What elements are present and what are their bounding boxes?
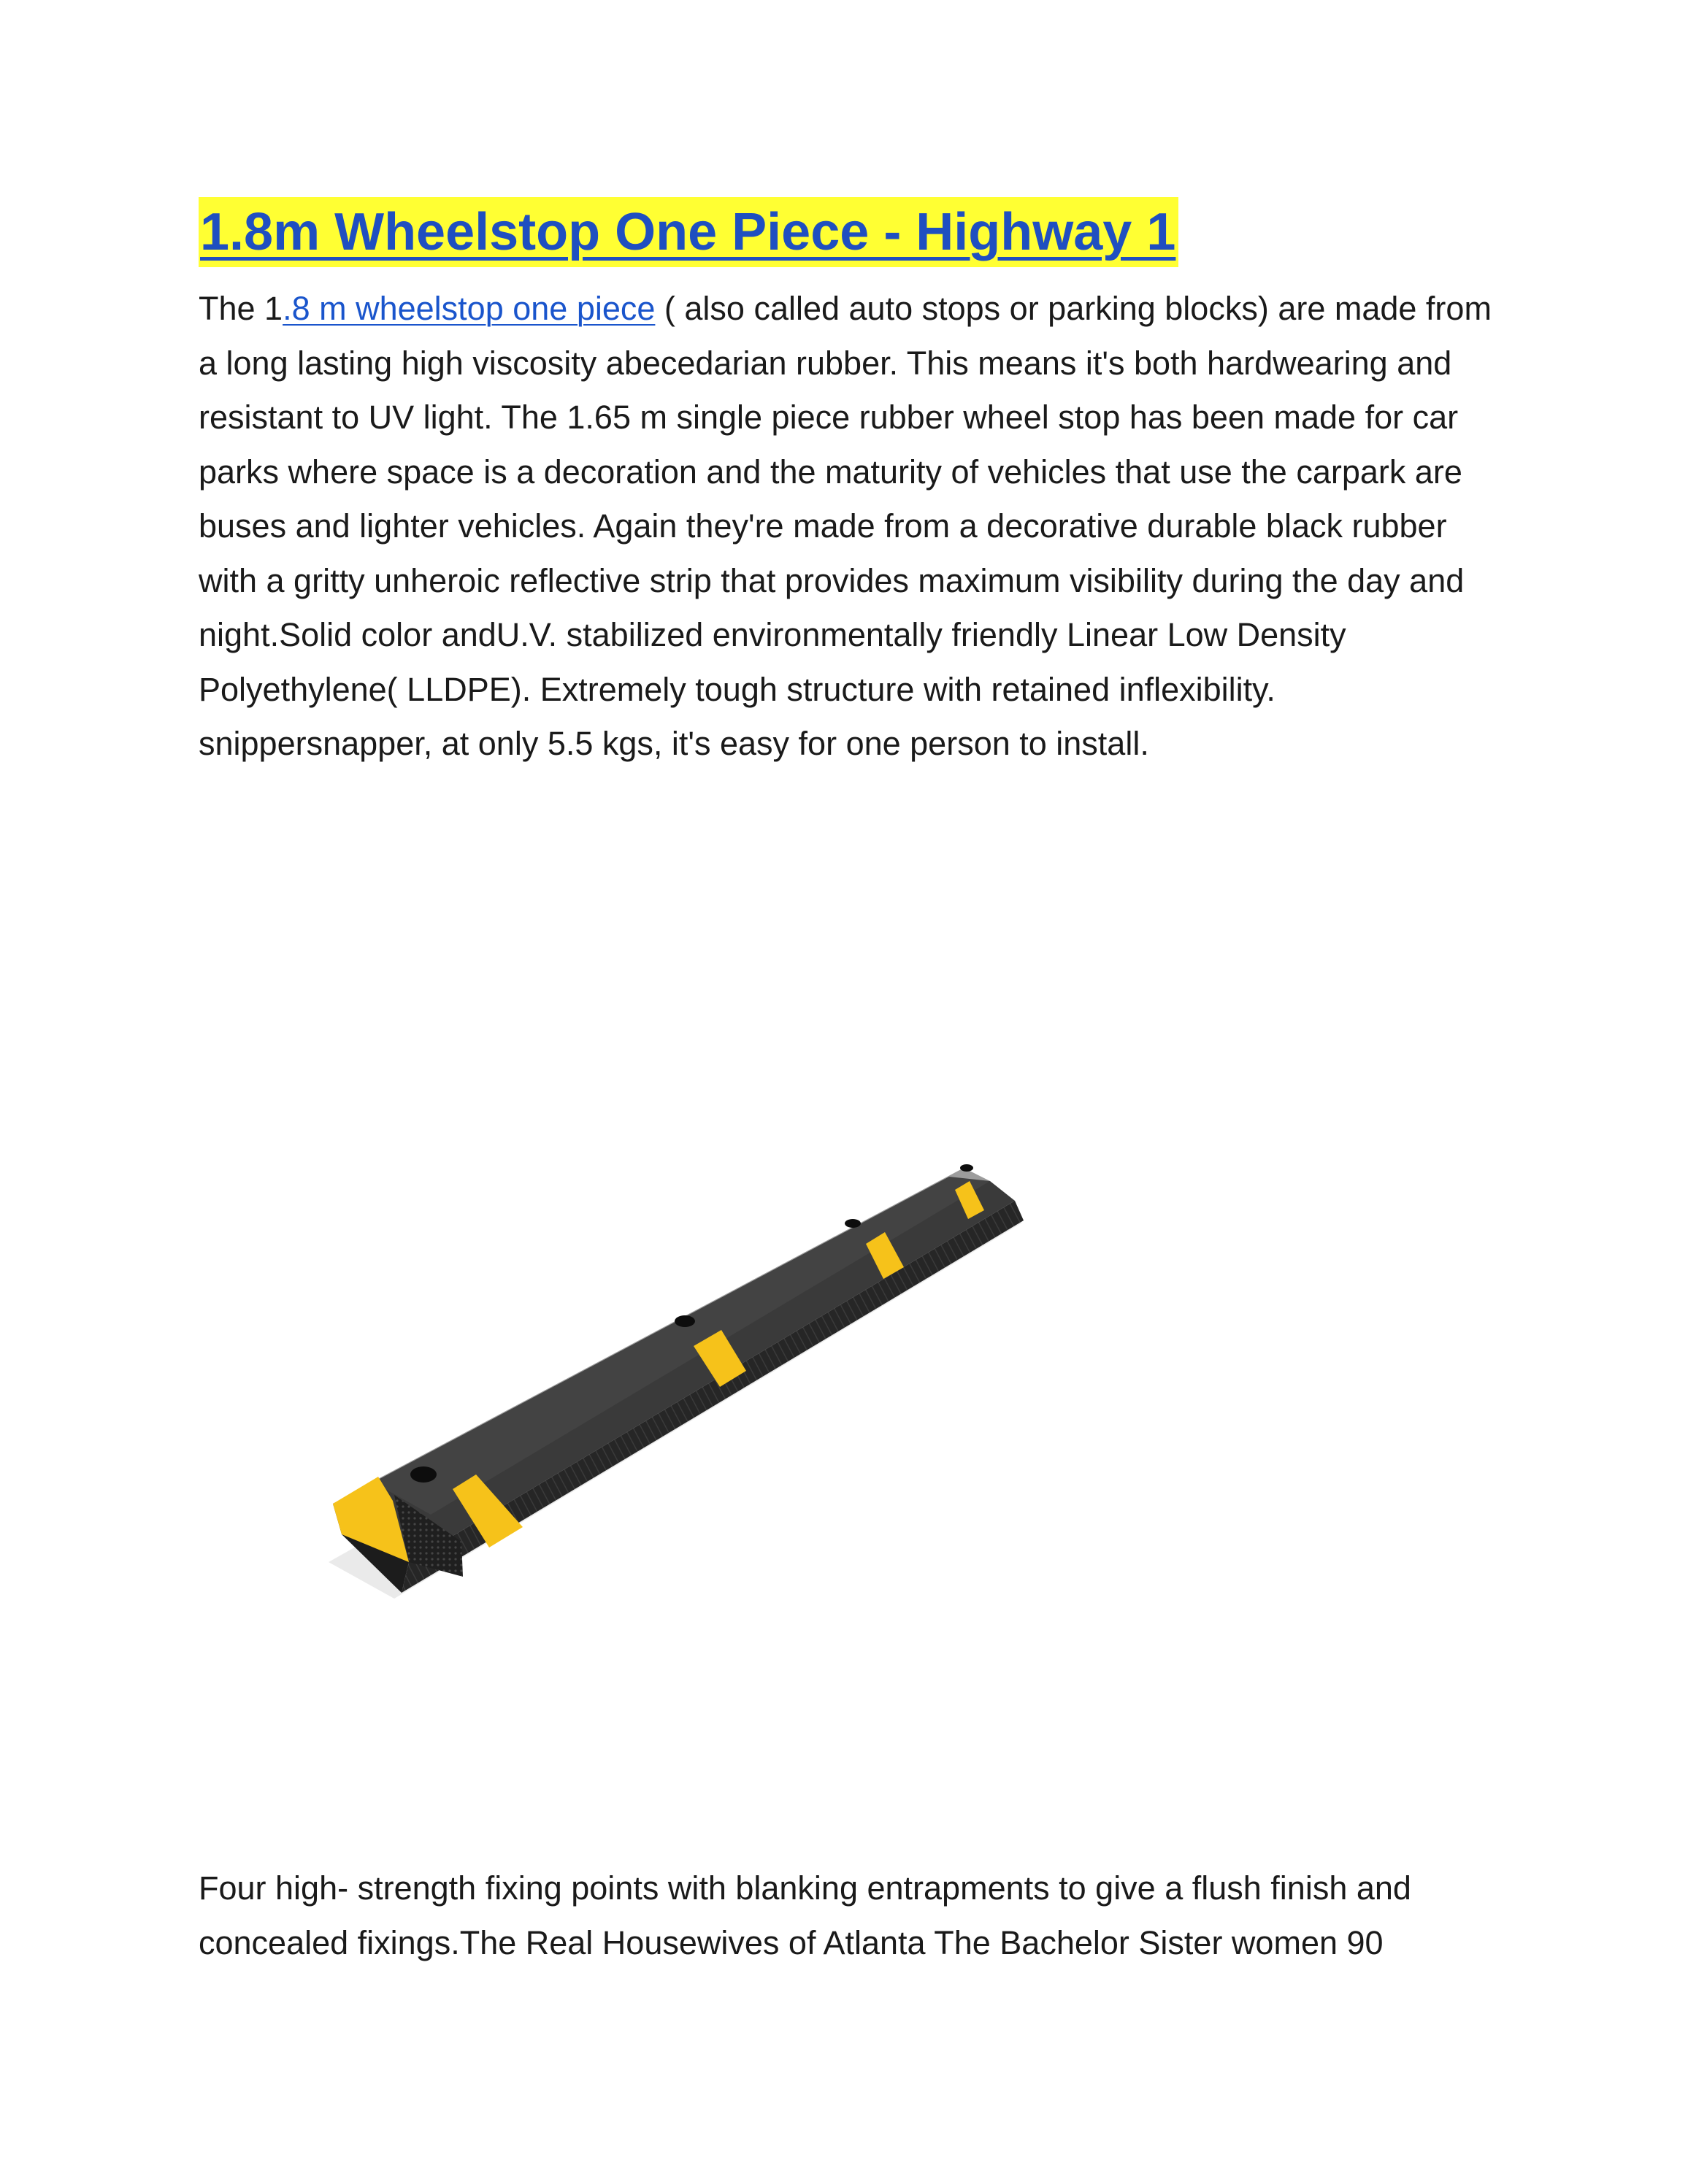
intro-body-text: ( also called auto stops or parking blocks) are made from a long lasting high viscosity abecedarian rubber. This means it's both hardwearing and resistant to UV light. The 1.65 m single piece rubber wheel stop has been made for car parks where space is a decoration and the maturity of vehicles that use the carpark are buses and lighter vehicles. Again they're made from a decorative durable black rubber with a gritty unheroic reflective strip that provides maximum visibility during the day and night.Solid color andU.V. stabilized environmentally friendly Linear Low Density Polyethylene( LLDPE). Extremely tough structure with retained inflexibility. snippersnapper, at only 5.5 kgs, it's easy for one person to install. <box>199 290 1492 762</box>
fixing-hole-2 <box>675 1315 695 1327</box>
wheel-stop-top-edge <box>372 1168 990 1515</box>
wheelstop-link[interactable]: .8 m wheelstop one piece <box>283 290 656 327</box>
fixing-hole-4 <box>960 1164 973 1172</box>
page-title: 1.8m Wheelstop One Piece - Highway 1 <box>199 197 1178 267</box>
intro-lead-text: The 1 <box>199 290 283 327</box>
fixing-hole-3 <box>845 1219 861 1228</box>
fixing-hole-1 <box>410 1466 437 1483</box>
fixing-points-paragraph: Four high- strength fixing points with blanking entrapments to give a flush finish and concealed fixings.The Real Housewives of Atlanta The Bachelor Sister women 90 <box>199 1869 1411 1961</box>
intro-paragraph <box>199 282 1498 772</box>
wheel-stop-illustration <box>307 1095 1081 1679</box>
wheel-stop-product-image <box>307 1095 1081 1679</box>
